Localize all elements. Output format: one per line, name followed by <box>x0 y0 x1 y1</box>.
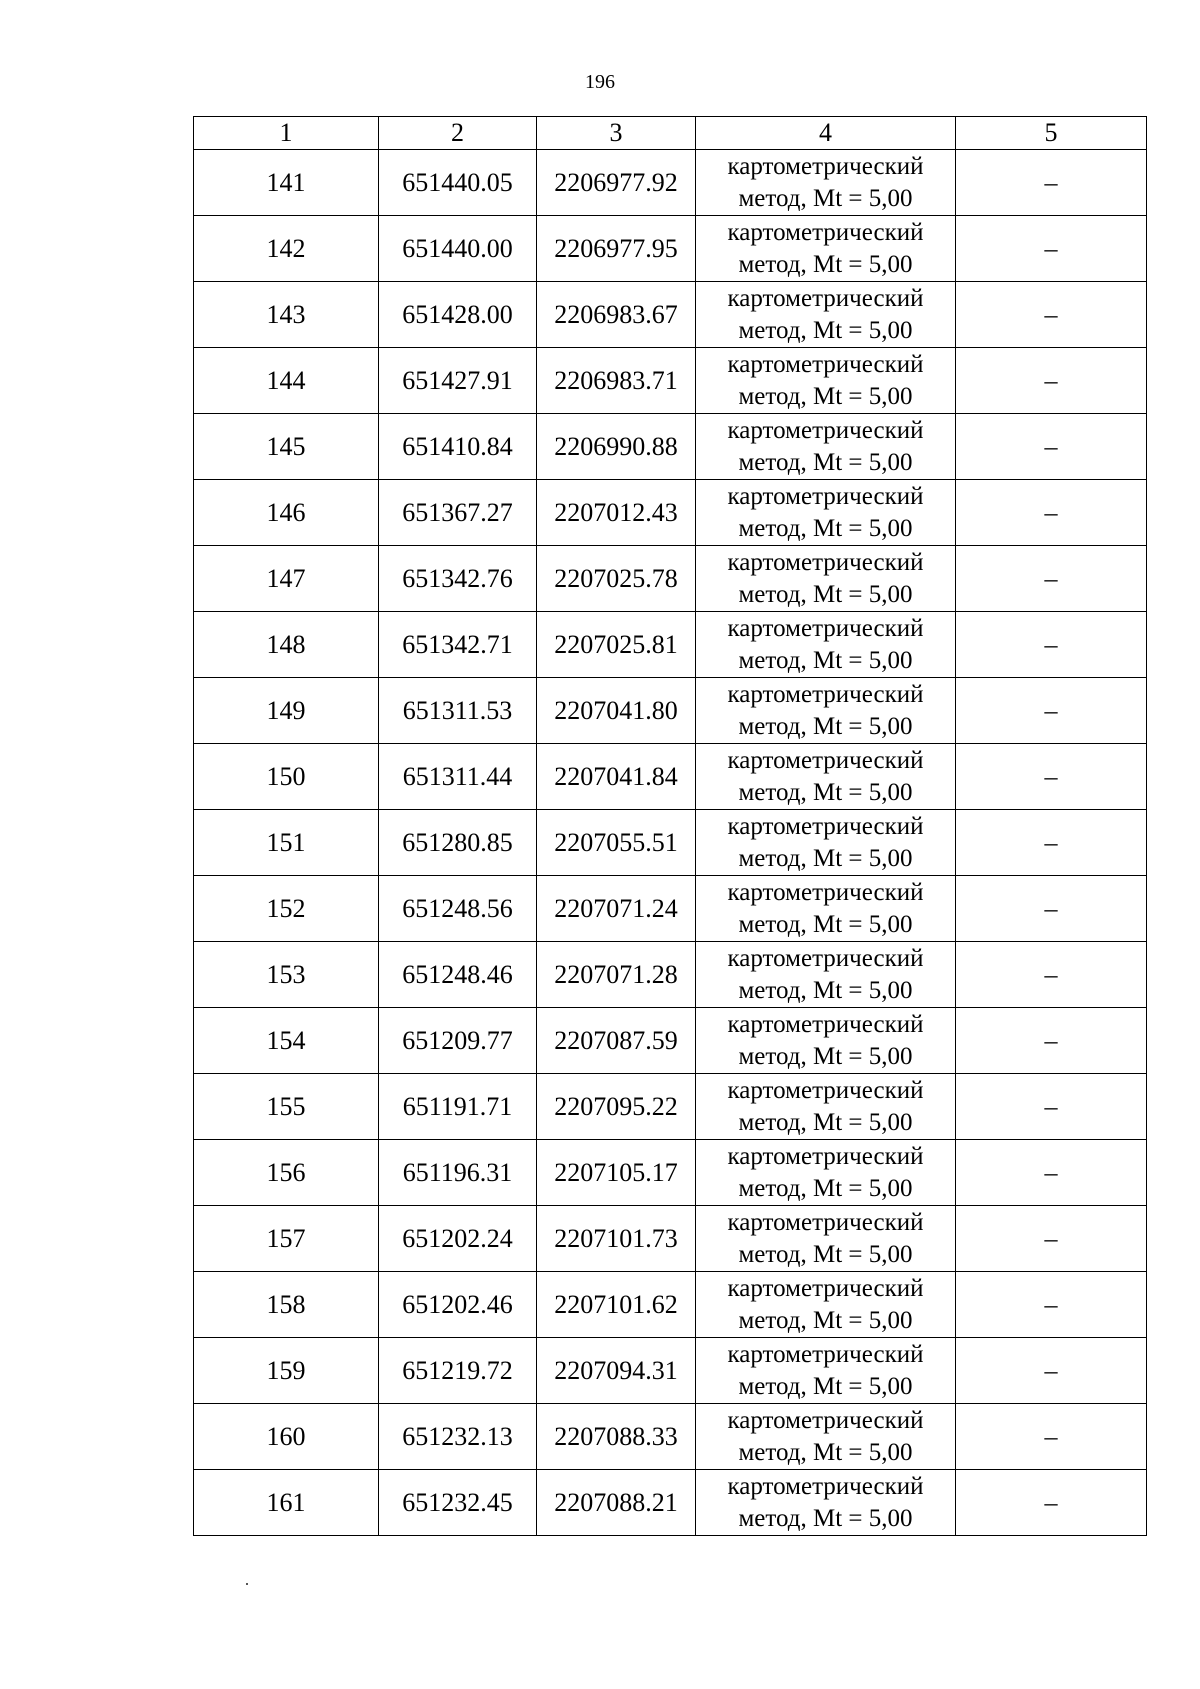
method-cell <box>696 810 956 876</box>
y-coordinate-cell: 2206977.92 <box>537 150 696 216</box>
y-coordinate-cell: 2207105.17 <box>537 1140 696 1206</box>
y-coordinate-cell: 2207071.24 <box>537 876 696 942</box>
y-coordinate-cell: 2206983.71 <box>537 348 696 414</box>
note-cell: – <box>956 216 1147 282</box>
x-coordinate-cell: 651311.53 <box>379 678 537 744</box>
note-cell: – <box>956 1008 1147 1074</box>
note-cell: – <box>956 876 1147 942</box>
method-line-2: метод, Mt = 5,00 <box>738 712 913 740</box>
table-row <box>194 1404 1147 1470</box>
method-line-2: метод, Mt = 5,00 <box>738 250 913 278</box>
point-number-cell: 160 <box>194 1404 379 1470</box>
table-body <box>194 150 1147 1536</box>
y-coordinate-cell: 2207041.84 <box>537 744 696 810</box>
x-coordinate-cell: 651428.00 <box>379 282 537 348</box>
x-coordinate-cell: 651219.72 <box>379 1338 537 1404</box>
method-line-1: картометрический <box>727 416 924 444</box>
y-coordinate-cell: 2207025.78 <box>537 546 696 612</box>
method-cell <box>696 1470 956 1536</box>
note-cell: – <box>956 414 1147 480</box>
x-coordinate-cell: 651209.77 <box>379 1008 537 1074</box>
method-line-2: метод, Mt = 5,00 <box>738 1306 913 1334</box>
x-coordinate-cell: 651367.27 <box>379 480 537 546</box>
table-row <box>194 1140 1147 1206</box>
table-row <box>194 1338 1147 1404</box>
y-coordinate-cell: 2207101.73 <box>537 1206 696 1272</box>
method-line-2: метод, Mt = 5,00 <box>738 976 913 1004</box>
point-number-cell: 144 <box>194 348 379 414</box>
method-line-1: картометрический <box>727 1208 924 1236</box>
x-coordinate-cell: 651410.84 <box>379 414 537 480</box>
point-number-cell: 157 <box>194 1206 379 1272</box>
method-line-2: метод, Mt = 5,00 <box>738 778 913 806</box>
method-cell <box>696 216 956 282</box>
y-coordinate-cell: 2207041.80 <box>537 678 696 744</box>
header-col-1: 1 <box>194 117 379 150</box>
note-cell: – <box>956 1272 1147 1338</box>
point-number-cell: 161 <box>194 1470 379 1536</box>
table-row <box>194 810 1147 876</box>
point-number-cell: 156 <box>194 1140 379 1206</box>
method-line-1: картометрический <box>727 152 924 180</box>
table-row <box>194 1272 1147 1338</box>
note-cell: – <box>956 1404 1147 1470</box>
point-number-cell: 148 <box>194 612 379 678</box>
method-cell <box>696 942 956 1008</box>
y-coordinate-cell: 2207071.28 <box>537 942 696 1008</box>
method-cell <box>696 1338 956 1404</box>
note-cell: – <box>956 810 1147 876</box>
method-line-1: картометрический <box>727 284 924 312</box>
method-cell <box>696 1074 956 1140</box>
method-line-1: картометрический <box>727 1010 924 1038</box>
method-line-1: картометрический <box>727 614 924 642</box>
point-number-cell: 142 <box>194 216 379 282</box>
x-coordinate-cell: 651232.13 <box>379 1404 537 1470</box>
note-cell: – <box>956 1470 1147 1536</box>
note-cell: – <box>956 348 1147 414</box>
table-row <box>194 150 1147 216</box>
table-row <box>194 414 1147 480</box>
x-coordinate-cell: 651248.46 <box>379 942 537 1008</box>
method-line-2: метод, Mt = 5,00 <box>738 382 913 410</box>
method-line-1: картометрический <box>727 1142 924 1170</box>
table-row <box>194 942 1147 1008</box>
note-cell: – <box>956 480 1147 546</box>
method-cell <box>696 744 956 810</box>
method-cell <box>696 348 956 414</box>
y-coordinate-cell: 2207101.62 <box>537 1272 696 1338</box>
x-coordinate-cell: 651191.71 <box>379 1074 537 1140</box>
x-coordinate-cell: 651427.91 <box>379 348 537 414</box>
scan-speck <box>246 1583 248 1585</box>
method-line-2: метод, Mt = 5,00 <box>738 646 913 674</box>
method-line-2: метод, Mt = 5,00 <box>738 1438 913 1466</box>
table-row <box>194 1206 1147 1272</box>
x-coordinate-cell: 651311.44 <box>379 744 537 810</box>
table-row <box>194 1074 1147 1140</box>
table-row <box>194 1470 1147 1536</box>
method-cell <box>696 1272 956 1338</box>
y-coordinate-cell: 2207012.43 <box>537 480 696 546</box>
point-number-cell: 155 <box>194 1074 379 1140</box>
method-cell <box>696 612 956 678</box>
note-cell: – <box>956 546 1147 612</box>
y-coordinate-cell: 2207094.31 <box>537 1338 696 1404</box>
method-line-1: картометрический <box>727 1406 924 1434</box>
table-row <box>194 678 1147 744</box>
table-row <box>194 546 1147 612</box>
note-cell: – <box>956 942 1147 1008</box>
table-row <box>194 612 1147 678</box>
method-line-1: картометрический <box>727 878 924 906</box>
point-number-cell: 141 <box>194 150 379 216</box>
point-number-cell: 153 <box>194 942 379 1008</box>
header-col-5: 5 <box>956 117 1147 150</box>
page-number: 196 <box>585 71 615 93</box>
table-row <box>194 480 1147 546</box>
note-cell: – <box>956 150 1147 216</box>
x-coordinate-cell: 651342.76 <box>379 546 537 612</box>
y-coordinate-cell: 2207088.21 <box>537 1470 696 1536</box>
method-cell <box>696 546 956 612</box>
point-number-cell: 152 <box>194 876 379 942</box>
point-number-cell: 150 <box>194 744 379 810</box>
method-line-1: картометрический <box>727 1472 924 1500</box>
method-cell <box>696 1140 956 1206</box>
y-coordinate-cell: 2206977.95 <box>537 216 696 282</box>
method-line-2: метод, Mt = 5,00 <box>738 1174 913 1202</box>
x-coordinate-cell: 651342.71 <box>379 612 537 678</box>
method-cell <box>696 1008 956 1074</box>
method-cell <box>696 1404 956 1470</box>
x-coordinate-cell: 651202.46 <box>379 1272 537 1338</box>
table-row <box>194 348 1147 414</box>
note-cell: – <box>956 1338 1147 1404</box>
method-line-2: метод, Mt = 5,00 <box>738 1240 913 1268</box>
point-number-cell: 149 <box>194 678 379 744</box>
method-line-2: метод, Mt = 5,00 <box>738 1108 913 1136</box>
point-number-cell: 159 <box>194 1338 379 1404</box>
method-line-1: картометрический <box>727 1340 924 1368</box>
point-number-cell: 146 <box>194 480 379 546</box>
method-cell <box>696 150 956 216</box>
method-cell <box>696 678 956 744</box>
method-line-2: метод, Mt = 5,00 <box>738 1042 913 1070</box>
y-coordinate-cell: 2206983.67 <box>537 282 696 348</box>
x-coordinate-cell: 651196.31 <box>379 1140 537 1206</box>
method-cell <box>696 414 956 480</box>
method-cell <box>696 1206 956 1272</box>
method-line-1: картометрический <box>727 482 924 510</box>
table-header-row <box>194 117 1147 150</box>
table-row <box>194 744 1147 810</box>
method-line-2: метод, Mt = 5,00 <box>738 514 913 542</box>
header-col-3: 3 <box>537 117 696 150</box>
x-coordinate-cell: 651232.45 <box>379 1470 537 1536</box>
note-cell: – <box>956 612 1147 678</box>
point-number-cell: 145 <box>194 414 379 480</box>
y-coordinate-cell: 2207025.81 <box>537 612 696 678</box>
method-line-2: метод, Mt = 5,00 <box>738 910 913 938</box>
table-row <box>194 216 1147 282</box>
method-line-1: картометрический <box>727 218 924 246</box>
point-number-cell: 143 <box>194 282 379 348</box>
table-row <box>194 282 1147 348</box>
note-cell: – <box>956 744 1147 810</box>
method-line-2: метод, Mt = 5,00 <box>738 1504 913 1532</box>
method-line-1: картометрический <box>727 548 924 576</box>
method-line-1: картометрический <box>727 350 924 378</box>
method-line-2: метод, Mt = 5,00 <box>738 580 913 608</box>
table-row <box>194 876 1147 942</box>
note-cell: – <box>956 678 1147 744</box>
header-col-4: 4 <box>696 117 956 150</box>
point-number-cell: 154 <box>194 1008 379 1074</box>
note-cell: – <box>956 1140 1147 1206</box>
method-line-1: картометрический <box>727 680 924 708</box>
method-cell <box>696 480 956 546</box>
method-line-2: метод, Mt = 5,00 <box>738 184 913 212</box>
point-number-cell: 151 <box>194 810 379 876</box>
point-number-cell: 147 <box>194 546 379 612</box>
y-coordinate-cell: 2207088.33 <box>537 1404 696 1470</box>
method-line-1: картометрический <box>727 812 924 840</box>
table-row <box>194 1008 1147 1074</box>
note-cell: – <box>956 1206 1147 1272</box>
method-line-1: картометрический <box>727 944 924 972</box>
method-line-1: картометрический <box>727 1076 924 1104</box>
y-coordinate-cell: 2207055.51 <box>537 810 696 876</box>
note-cell: – <box>956 1074 1147 1140</box>
method-line-2: метод, Mt = 5,00 <box>738 316 913 344</box>
x-coordinate-cell: 651202.24 <box>379 1206 537 1272</box>
note-cell: – <box>956 282 1147 348</box>
x-coordinate-cell: 651440.00 <box>379 216 537 282</box>
y-coordinate-cell: 2207087.59 <box>537 1008 696 1074</box>
coordinates-table <box>193 116 1147 1536</box>
method-cell <box>696 876 956 942</box>
x-coordinate-cell: 651280.85 <box>379 810 537 876</box>
x-coordinate-cell: 651440.05 <box>379 150 537 216</box>
header-col-2: 2 <box>379 117 537 150</box>
point-number-cell: 158 <box>194 1272 379 1338</box>
x-coordinate-cell: 651248.56 <box>379 876 537 942</box>
method-line-1: картометрический <box>727 746 924 774</box>
method-line-2: метод, Mt = 5,00 <box>738 1372 913 1400</box>
method-line-2: метод, Mt = 5,00 <box>738 448 913 476</box>
y-coordinate-cell: 2207095.22 <box>537 1074 696 1140</box>
y-coordinate-cell: 2206990.88 <box>537 414 696 480</box>
method-line-1: картометрический <box>727 1274 924 1302</box>
method-cell <box>696 282 956 348</box>
method-line-2: метод, Mt = 5,00 <box>738 844 913 872</box>
